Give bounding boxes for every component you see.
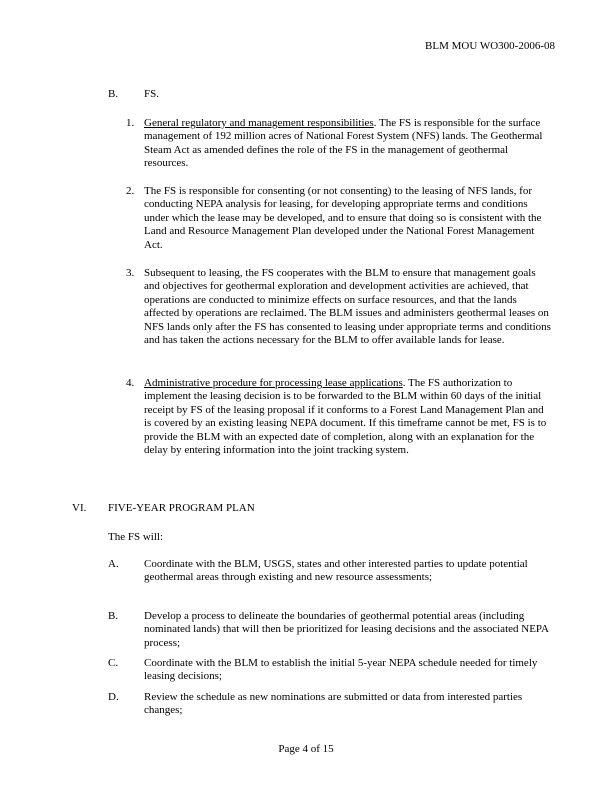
item-heading: Administrative procedure for processing lease applications xyxy=(144,377,403,389)
plan-item-letter: A. xyxy=(108,558,119,570)
fs-item-2: The FS is responsible for consenting (or not consenting) to the leasing of NFS lands, for conducting NEPA analysis for leasing, for developing appropriate terms and conditions under which the lease may be developed, and to ensure that doing so is consistent with the Land and Resource Management Plan developed under the National Forest Management Act. xyxy=(144,185,542,251)
plan-item-c: Coordinate with the BLM to establish the initial 5-year NEPA schedule needed for timely leasing decisions; xyxy=(144,657,538,683)
section-b-letter: B. xyxy=(108,88,119,100)
section-b-title: FS. xyxy=(144,88,159,100)
fs-item-number: 3. xyxy=(126,267,135,279)
section-vi-numeral: VI. xyxy=(72,502,87,514)
fs-item-1 xyxy=(144,117,552,171)
plan-item-letter: C. xyxy=(108,657,119,669)
fs-item-number: 2. xyxy=(126,185,135,197)
fs-item-number: 1. xyxy=(126,117,135,129)
section-vi-intro: The FS will: xyxy=(108,531,164,543)
item-body: . The FS authorization to implement the leasing decision is to be forwarded to the BLM within 60 days of the initial receipt by FS of the leasing proposal if it conforms to a Forest Land Management Plan and is covered by an existing leasing NEPA document. If this timeframe cannot be met, FS is to provide the BLM with an expected date of completion, along with an explanation for the delay by entering information into the joint tracking system. xyxy=(144,377,547,457)
plan-item-letter: B. xyxy=(108,610,119,622)
section-vi-title: FIVE-YEAR PROGRAM PLAN xyxy=(108,502,255,514)
plan-item-d: Review the schedule as new nominations are submitted or data from interested parties changes; xyxy=(144,691,523,717)
page-number-footer: Page 4 of 15 xyxy=(278,743,334,755)
item-heading: General regulatory and management responsibilities xyxy=(144,117,374,129)
fs-item-number: 4. xyxy=(126,377,135,389)
document-id-header: BLM MOU WO300-2006-08 xyxy=(425,40,555,52)
plan-item-a: Coordinate with the BLM, USGS, states and other interested parties to update potential geothermal areas through existing and new resource assessments; xyxy=(144,558,528,584)
fs-item-4 xyxy=(144,377,552,457)
plan-item-letter: D. xyxy=(108,691,119,703)
plan-item-b: Develop a process to delineate the boundaries of geothermal potential areas (including nominated lands) that will then be prioritized for leasing decisions and the associated NEPA process; xyxy=(144,610,549,649)
fs-item-3: Subsequent to leasing, the FS cooperates with the BLM to ensure that management goals and objectives for geothermal exploration and development activities are achieved, that operations are conducted to minimize effects on surface resources, and that the lands affected by operations are reclaimed. The BLM issues and administers geothermal leases on NFS lands only after the FS has consented to leasing under appropriate terms and conditions and has taken the actions necessary for the BLM to offer available lands for lease. xyxy=(144,267,551,347)
item-body: . The FS is responsible for the surface management of 192 million acres of National Forest System (NFS) lands. The Geothermal Steam Act as amended defines the role of the FS in the management of geothermal resources. xyxy=(144,117,543,170)
